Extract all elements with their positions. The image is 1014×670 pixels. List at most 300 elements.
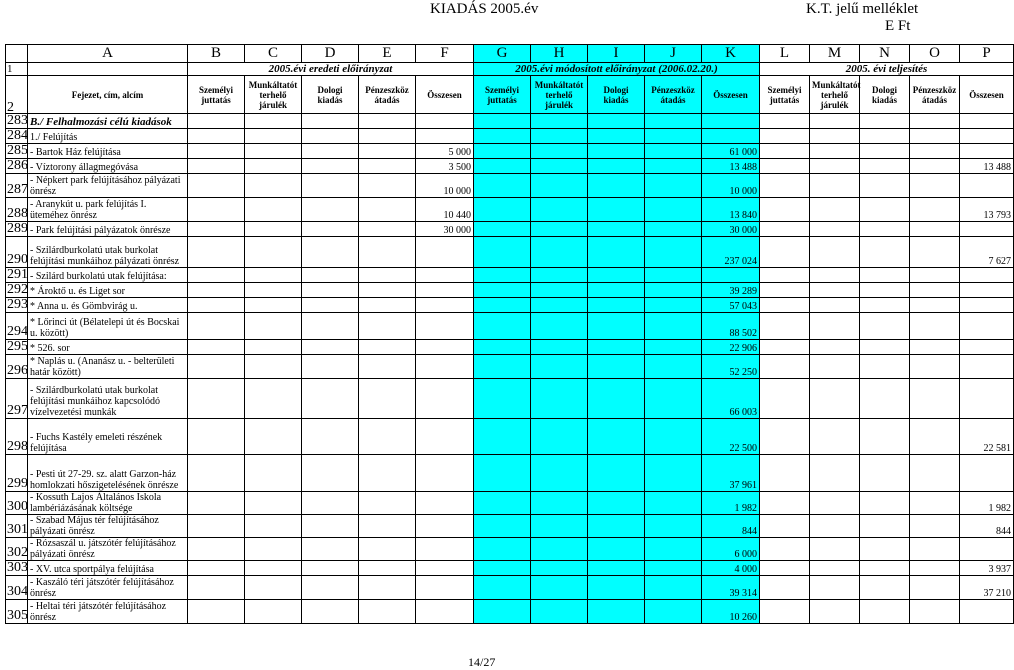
header-total: Összesen	[702, 76, 760, 114]
row-number: 303	[7, 560, 28, 575]
empty-cell	[359, 298, 416, 313]
header-total: Összesen	[416, 76, 474, 114]
original-total	[416, 313, 474, 340]
header-transfer: Pénzeszköz átadás	[910, 76, 960, 114]
empty-cell	[359, 355, 416, 379]
empty-cell	[910, 340, 960, 355]
empty-cell	[910, 600, 960, 624]
empty-cell	[860, 237, 910, 268]
empty-cell	[302, 144, 359, 159]
empty-cell	[810, 237, 860, 268]
empty-cell	[588, 114, 645, 129]
empty-cell	[588, 283, 645, 298]
empty-cell	[760, 298, 810, 313]
original-total	[416, 492, 474, 515]
row-number: 301	[6, 515, 28, 538]
empty-cell	[645, 419, 702, 455]
empty-cell	[359, 576, 416, 600]
empty-cell	[760, 538, 810, 561]
empty-cell	[645, 600, 702, 624]
empty-cell	[188, 144, 245, 159]
table-row	[6, 222, 1014, 237]
actual-total	[960, 283, 1014, 298]
empty-cell	[245, 283, 302, 298]
empty-cell	[245, 174, 302, 198]
empty-cell	[910, 576, 960, 600]
actual-total	[960, 129, 1014, 144]
empty-cell	[860, 222, 910, 237]
col-letter: N	[860, 45, 910, 63]
col-letter: H	[531, 45, 588, 63]
empty-cell	[645, 283, 702, 298]
header-material: Dologi kiadás	[588, 76, 645, 114]
empty-cell	[588, 355, 645, 379]
modified-total: 52 250	[702, 355, 760, 379]
empty-cell	[645, 576, 702, 600]
empty-cell	[188, 515, 245, 538]
empty-cell	[474, 313, 531, 340]
empty-cell	[531, 576, 588, 600]
empty-cell	[474, 174, 531, 198]
header-material: Dologi kiadás	[860, 76, 910, 114]
empty-cell	[760, 174, 810, 198]
modified-total: 10 000	[702, 174, 760, 198]
row-label: - Víztorony állagmegóvása	[28, 159, 188, 174]
empty-cell	[531, 159, 588, 174]
empty-cell	[760, 561, 810, 576]
row-number: 293	[7, 297, 28, 312]
empty-cell	[302, 313, 359, 340]
empty-cell	[302, 298, 359, 313]
empty-cell	[645, 561, 702, 576]
actual-total	[960, 313, 1014, 340]
empty-cell	[910, 379, 960, 419]
modified-total: 1 982	[702, 492, 760, 515]
table-row	[6, 419, 1014, 455]
table-row	[6, 600, 1014, 624]
empty-cell	[645, 538, 702, 561]
empty-cell	[910, 159, 960, 174]
row-number: 295	[7, 339, 28, 354]
header-personal: Személyi juttatás	[474, 76, 531, 114]
empty-cell	[760, 198, 810, 222]
empty-cell	[588, 268, 645, 283]
empty-cell	[474, 419, 531, 455]
empty-cell	[860, 313, 910, 340]
empty-cell	[588, 538, 645, 561]
empty-cell	[810, 313, 860, 340]
original-total	[416, 114, 474, 129]
empty-cell	[860, 419, 910, 455]
empty-cell	[531, 129, 588, 144]
empty-cell	[860, 298, 910, 313]
empty-cell	[474, 379, 531, 419]
empty-cell	[810, 455, 860, 492]
modified-total: 30 000	[702, 222, 760, 237]
empty-cell	[810, 379, 860, 419]
table-row	[6, 492, 1014, 515]
empty-cell	[188, 268, 245, 283]
table-row	[6, 298, 1014, 313]
original-total	[416, 515, 474, 538]
table-row	[6, 198, 1014, 222]
empty-cell	[188, 379, 245, 419]
empty-cell	[860, 561, 910, 576]
empty-cell	[531, 174, 588, 198]
row-number: 300	[6, 492, 28, 515]
empty-cell	[860, 492, 910, 515]
empty-cell	[359, 222, 416, 237]
empty-cell	[474, 222, 531, 237]
empty-cell	[910, 561, 960, 576]
empty-cell	[645, 129, 702, 144]
group-modified: 2005.évi módosított előirányzat (2006.02.20.)	[474, 63, 760, 76]
table-row	[6, 455, 1014, 492]
empty-cell	[810, 222, 860, 237]
empty-cell	[359, 283, 416, 298]
empty-cell	[810, 198, 860, 222]
empty-cell	[359, 600, 416, 624]
empty-cell	[910, 298, 960, 313]
empty-cell	[188, 283, 245, 298]
empty-cell	[588, 515, 645, 538]
empty-cell	[760, 340, 810, 355]
modified-total: 13 840	[702, 198, 760, 222]
empty-cell	[810, 268, 860, 283]
actual-total	[960, 355, 1014, 379]
col-letter: O	[910, 45, 960, 63]
row-label: - Fuchs Kastély emeleti részének felújítása	[28, 419, 188, 455]
empty-cell	[645, 222, 702, 237]
group-header-row	[6, 63, 1014, 76]
empty-cell	[188, 174, 245, 198]
original-total: 3 500	[416, 159, 474, 174]
empty-cell	[531, 515, 588, 538]
empty-cell	[474, 515, 531, 538]
table-row	[6, 159, 1014, 174]
empty-cell	[910, 174, 960, 198]
col-letter: P	[960, 45, 1014, 63]
empty-cell	[588, 600, 645, 624]
original-total	[416, 340, 474, 355]
empty-cell	[302, 222, 359, 237]
actual-total	[960, 174, 1014, 198]
empty-cell	[588, 222, 645, 237]
table-row	[6, 515, 1014, 538]
table-row	[6, 379, 1014, 419]
empty-cell	[359, 313, 416, 340]
empty-cell	[302, 538, 359, 561]
empty-cell	[245, 455, 302, 492]
original-total	[416, 561, 474, 576]
header-personal: Személyi juttatás	[760, 76, 810, 114]
empty-cell	[645, 355, 702, 379]
original-total: 30 000	[416, 222, 474, 237]
empty-cell	[645, 313, 702, 340]
empty-cell	[302, 355, 359, 379]
actual-total	[960, 455, 1014, 492]
empty-cell	[810, 144, 860, 159]
empty-cell	[910, 144, 960, 159]
empty-cell	[588, 492, 645, 515]
empty-cell	[359, 237, 416, 268]
empty-cell	[588, 340, 645, 355]
page-title: KIADÁS 2005.év	[430, 1, 539, 17]
empty-cell	[860, 129, 910, 144]
original-total	[416, 600, 474, 624]
empty-cell	[302, 174, 359, 198]
empty-cell	[531, 455, 588, 492]
row-label: - Kossuth Lajos Általános Iskola lambériázásának költsége	[28, 492, 188, 515]
header-employer: Munkáltatót terhelő járulék	[531, 76, 588, 114]
empty-cell	[474, 298, 531, 313]
empty-cell	[302, 237, 359, 268]
empty-cell	[245, 340, 302, 355]
empty-cell	[588, 159, 645, 174]
empty-cell	[531, 114, 588, 129]
original-total	[416, 237, 474, 268]
empty-cell	[188, 355, 245, 379]
empty-cell	[188, 114, 245, 129]
empty-cell	[188, 561, 245, 576]
actual-total: 3 937	[960, 561, 1014, 576]
attachment-label: K.T. jelű melléklet	[806, 1, 919, 17]
empty-cell	[810, 600, 860, 624]
empty-cell	[245, 600, 302, 624]
empty-cell	[188, 237, 245, 268]
empty-cell	[760, 492, 810, 515]
empty-cell	[645, 114, 702, 129]
row-number: 296	[6, 355, 28, 379]
col-letter: J	[645, 45, 702, 63]
header-transfer: Pénzeszköz átadás	[645, 76, 702, 114]
modified-total: 844	[702, 515, 760, 538]
empty-cell	[860, 600, 910, 624]
modified-total	[702, 268, 760, 283]
header-personal: Személyi juttatás	[188, 76, 245, 114]
empty-cell	[645, 174, 702, 198]
empty-cell	[910, 313, 960, 340]
empty-cell	[245, 379, 302, 419]
empty-cell	[810, 129, 860, 144]
empty-cell	[188, 198, 245, 222]
empty-cell	[810, 492, 860, 515]
empty-cell	[588, 129, 645, 144]
empty-cell	[359, 198, 416, 222]
original-total	[416, 419, 474, 455]
actual-total: 37 210	[960, 576, 1014, 600]
row-number: 304	[6, 576, 28, 600]
header-transfer: Pénzeszköz átadás	[359, 76, 416, 114]
row-number: 286	[7, 158, 28, 173]
empty-cell	[531, 340, 588, 355]
header-employer: Munkáltatót terhelő járulék	[245, 76, 302, 114]
row-label: - Heltai téri játszótér felújításához önrész	[28, 600, 188, 624]
empty-cell	[245, 237, 302, 268]
actual-total: 13 793	[960, 198, 1014, 222]
header-employer: Munkáltatót terhelő járulék	[810, 76, 860, 114]
empty-cell	[245, 313, 302, 340]
empty-cell	[359, 174, 416, 198]
actual-total	[960, 298, 1014, 313]
empty-cell	[810, 561, 860, 576]
empty-cell	[474, 237, 531, 268]
col-letter: M	[810, 45, 860, 63]
empty-cell	[860, 455, 910, 492]
original-total: 10 000	[416, 174, 474, 198]
empty-cell	[760, 144, 810, 159]
empty-cell	[531, 298, 588, 313]
empty-cell	[302, 268, 359, 283]
empty-cell	[302, 198, 359, 222]
row-label: * Naplás u. (Ananász u. - belterületi határ között)	[28, 355, 188, 379]
table-row	[6, 313, 1014, 340]
empty-cell	[302, 455, 359, 492]
empty-cell	[810, 576, 860, 600]
empty-cell	[910, 515, 960, 538]
empty-cell	[245, 268, 302, 283]
table-row	[6, 237, 1014, 268]
empty-cell	[474, 159, 531, 174]
group-original: 2005.évi eredeti előirányzat	[188, 63, 474, 76]
empty-cell	[245, 538, 302, 561]
empty-cell	[860, 268, 910, 283]
table-row	[6, 538, 1014, 561]
empty-cell	[359, 159, 416, 174]
col-letter: L	[760, 45, 810, 63]
table-row	[6, 561, 1014, 576]
empty-cell	[531, 144, 588, 159]
empty-cell	[760, 379, 810, 419]
row-number: 1	[6, 63, 28, 76]
empty-cell	[810, 515, 860, 538]
empty-cell	[860, 144, 910, 159]
empty-cell	[188, 492, 245, 515]
col-letter: E	[359, 45, 416, 63]
empty-cell	[474, 198, 531, 222]
row-label: - XV. utca sportpálya felújítása	[28, 561, 188, 576]
table-row	[6, 283, 1014, 298]
empty-cell	[531, 313, 588, 340]
empty-cell	[245, 355, 302, 379]
empty-cell	[910, 283, 960, 298]
row-number: 299	[6, 455, 28, 492]
col-letter: A	[28, 45, 188, 63]
actual-total	[960, 144, 1014, 159]
empty-cell	[588, 237, 645, 268]
empty-cell	[474, 538, 531, 561]
empty-cell	[359, 129, 416, 144]
empty-cell	[588, 144, 645, 159]
empty-cell	[810, 159, 860, 174]
col-letter: F	[416, 45, 474, 63]
header-chapter: Fejezet, cím, alcím	[28, 76, 188, 114]
table-body	[6, 45, 1014, 624]
empty-cell	[245, 561, 302, 576]
empty-cell	[531, 198, 588, 222]
empty-cell	[531, 237, 588, 268]
row-number: 302	[6, 538, 28, 561]
empty-cell	[810, 340, 860, 355]
page-number: 14/27	[468, 655, 496, 669]
empty-cell	[810, 174, 860, 198]
empty-cell	[588, 419, 645, 455]
row-label: - Népkert park felújításához pályázati önrész	[28, 174, 188, 198]
actual-total: 844	[960, 515, 1014, 538]
row-number: 297	[6, 379, 28, 419]
original-total	[416, 283, 474, 298]
empty-cell	[860, 159, 910, 174]
empty-cell	[531, 492, 588, 515]
empty-cell	[302, 129, 359, 144]
empty-cell	[474, 114, 531, 129]
empty-cell	[188, 538, 245, 561]
empty-cell	[588, 198, 645, 222]
table-row	[6, 268, 1014, 283]
col-letter: B	[188, 45, 245, 63]
empty-cell	[645, 144, 702, 159]
empty-cell	[188, 455, 245, 492]
empty-cell	[188, 340, 245, 355]
empty-cell	[531, 283, 588, 298]
modified-total: 66 003	[702, 379, 760, 419]
empty-cell	[474, 492, 531, 515]
empty-cell	[645, 268, 702, 283]
modified-total: 57 043	[702, 298, 760, 313]
empty-cell	[810, 355, 860, 379]
empty-cell	[188, 159, 245, 174]
row-label: - Rózsaszál u. játszótér felújításához pályázati önrész	[28, 538, 188, 561]
row-label: - Bartok Ház felújítása	[28, 144, 188, 159]
row-label: * Lőrinci út (Bélatelepi út és Bocskai u. között)	[28, 313, 188, 340]
empty-cell	[474, 561, 531, 576]
empty-cell	[910, 268, 960, 283]
empty-cell	[302, 515, 359, 538]
empty-cell	[474, 268, 531, 283]
col-letter: G	[474, 45, 531, 63]
row-number: 291	[7, 267, 28, 282]
col-letter: K	[702, 45, 760, 63]
row-label: * Anna u. és Gömbvirág u.	[28, 298, 188, 313]
empty-cell	[810, 419, 860, 455]
empty-cell	[359, 561, 416, 576]
empty-cell	[760, 237, 810, 268]
empty-cell	[860, 538, 910, 561]
empty-cell	[645, 159, 702, 174]
col-letter: D	[302, 45, 359, 63]
empty-cell	[302, 492, 359, 515]
empty-cell	[760, 268, 810, 283]
actual-total: 1 982	[960, 492, 1014, 515]
modified-total: 13 488	[702, 159, 760, 174]
empty-cell	[760, 600, 810, 624]
row-label: - Szilárdburkolatú utak burkolat felújítási munkáihoz kapcsolódó vízelvezetési munkák	[28, 379, 188, 419]
empty-cell	[245, 419, 302, 455]
empty-cell	[245, 129, 302, 144]
actual-total	[960, 538, 1014, 561]
empty-cell	[760, 313, 810, 340]
modified-total: 39 289	[702, 283, 760, 298]
empty-cell	[760, 114, 810, 129]
row-label: - Szilárdburkolatú utak burkolat felújítási munkáihoz pályázati önrész	[28, 237, 188, 268]
empty-cell	[245, 576, 302, 600]
modified-total: 10 260	[702, 600, 760, 624]
empty-cell	[359, 340, 416, 355]
empty-cell	[588, 313, 645, 340]
empty-cell	[910, 455, 960, 492]
empty-cell	[860, 114, 910, 129]
modified-total: 237 024	[702, 237, 760, 268]
